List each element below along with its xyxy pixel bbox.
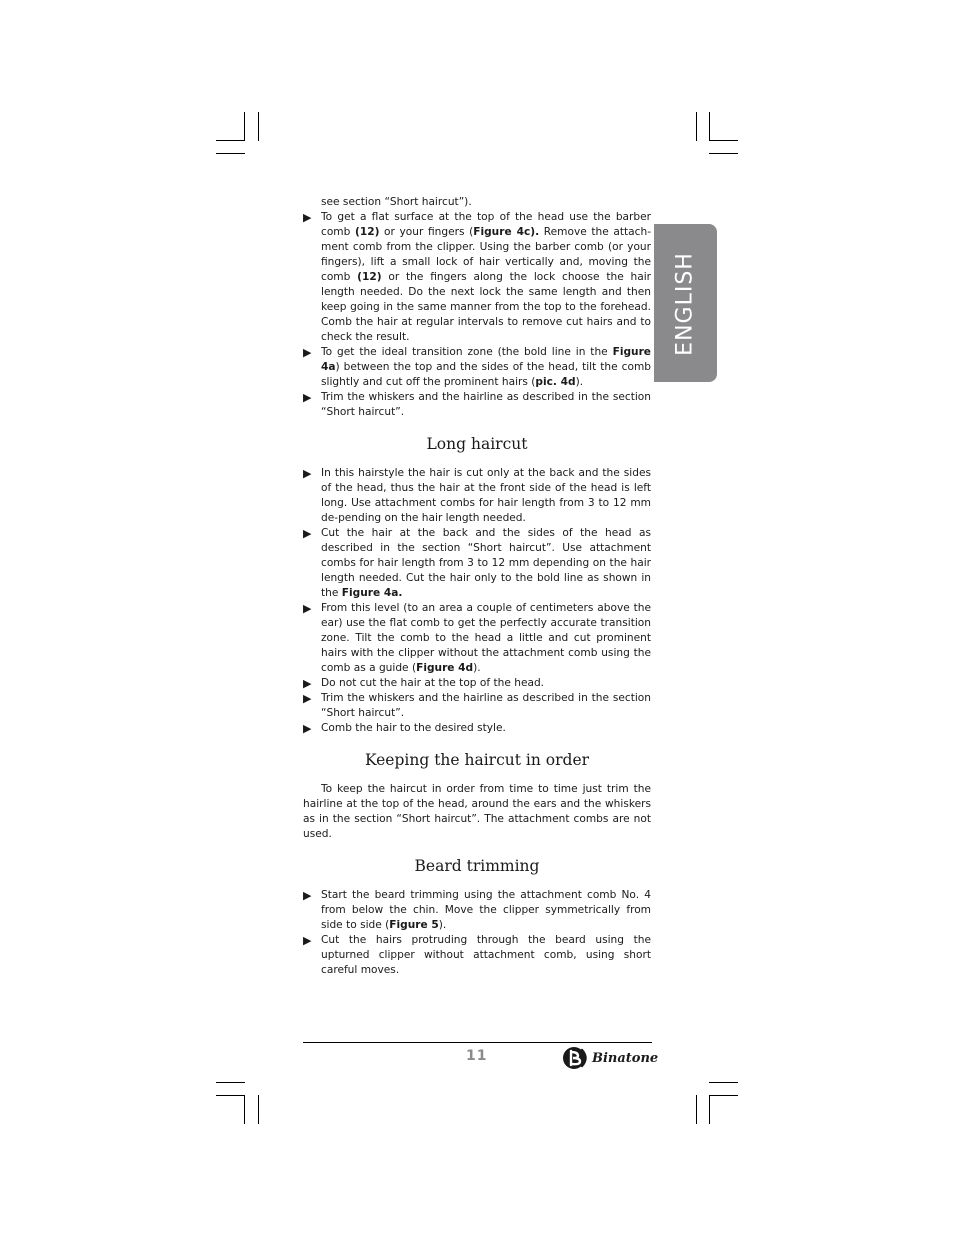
crop-mark bbox=[709, 1082, 738, 1083]
list-item bbox=[303, 345, 651, 390]
text-run: ) between the top and the sides of the head, tilt the comb slightly and cut off the prominent hairs ( bbox=[321, 361, 651, 388]
crop-mark bbox=[244, 1095, 245, 1124]
crop-mark bbox=[709, 153, 738, 154]
bullet-arrow-icon: ▶ bbox=[303, 211, 312, 224]
footer-divider bbox=[303, 1042, 652, 1043]
list-item bbox=[303, 210, 651, 345]
section-title-beard-trimming: Beard trimming bbox=[414, 857, 540, 875]
crop-mark bbox=[244, 112, 245, 141]
crop-mark bbox=[258, 1095, 259, 1124]
language-tab bbox=[654, 224, 717, 382]
bullet-arrow-icon: ▶ bbox=[303, 692, 312, 705]
bold-run: pic. 4d bbox=[535, 376, 576, 388]
text-run: ). bbox=[575, 376, 584, 388]
bold-run: Figure 4a bbox=[321, 346, 651, 373]
keeping-paragraph: To keep the haircut in order from time to time just trim the hairline at the top of the head, around the ears and the whiskers as in the section “Short haircut”. The attachment combs are not used. bbox=[303, 783, 651, 840]
text-run: To get the ideal transition zone (the bold line in the bbox=[321, 346, 613, 358]
page-number: 11 bbox=[466, 1048, 488, 1064]
crop-mark bbox=[216, 140, 245, 141]
text-run: or the fingers along the lock choose the hair length needed. Do the next lock the same length and then keep going in the same manner from the top to the forehead. Comb the hair at regular intervals to remove cut hairs and to check the result. bbox=[321, 271, 652, 343]
bold-run: (12) bbox=[354, 226, 380, 238]
bold-run: Figure 4d bbox=[416, 662, 474, 674]
bold-run: Figure 4a. bbox=[341, 587, 403, 599]
brand-name: Binatone bbox=[592, 1050, 659, 1066]
text-run: Cut the hairs protruding through the beard using the upturned clipper without attachment comb, using short careful moves. bbox=[321, 934, 651, 976]
text-run: Remove the attach-ment comb from the clipper. Using the barber comb (or your fingers), lift a small lock of hair vertically and, moving the comb bbox=[321, 226, 652, 283]
binatone-logo-icon bbox=[562, 1046, 590, 1070]
text-run: Do not cut the hair at the top of the head. bbox=[321, 677, 545, 689]
text-run: From this level (to an area a couple of centimeters above the ear) use the flat comb to get the perfectly accurate transition zone. Tilt the comb to the head a little and cut prominent hairs with the clipper without the attachment comb using the comb as a guide ( bbox=[321, 602, 651, 674]
text-run: Cut the hair at the back and the sides of the head as described in the section “Short haircut”. Use attachment combs for hair length from 3 to 12 mm depending on the hair length needed. Cut the hair only to the bold line as shown in the bbox=[321, 527, 651, 599]
bullet-arrow-icon: ▶ bbox=[303, 602, 312, 615]
text-run: In this hairstyle the hair is cut only at the back and the sides of the head, thus the hair at the front side of the head is left long. Use attachment combs for hair length from 3 to 12 mm de-pending on the hair length needed. bbox=[321, 467, 651, 524]
crop-mark bbox=[216, 153, 245, 154]
text-run: ). bbox=[438, 919, 447, 931]
list-item bbox=[303, 676, 651, 691]
text-run: To get a flat surface at the top of the head use the barber comb bbox=[321, 211, 651, 238]
list-item bbox=[303, 691, 651, 721]
crop-mark bbox=[709, 140, 738, 141]
list-item bbox=[303, 601, 651, 676]
crop-mark bbox=[216, 1082, 245, 1083]
crop-mark bbox=[709, 112, 710, 141]
crop-mark bbox=[216, 1095, 245, 1096]
text-run: Trim the whiskers and the hairline as described in the section “Short haircut”. bbox=[321, 692, 651, 719]
crop-mark bbox=[709, 1095, 738, 1096]
bullet-arrow-icon: ▶ bbox=[303, 346, 312, 359]
brand-logo bbox=[562, 1046, 658, 1070]
bullet-arrow-icon: ▶ bbox=[303, 391, 312, 404]
bold-run: Figure 4c). bbox=[473, 226, 540, 238]
crop-mark bbox=[696, 1095, 697, 1124]
list-item bbox=[303, 466, 651, 526]
crop-mark bbox=[258, 112, 259, 141]
text-run: Trim the whiskers and the hairline as described in the section “Short haircut”. bbox=[321, 391, 651, 418]
bullet-arrow-icon: ▶ bbox=[303, 677, 312, 690]
list-item bbox=[303, 390, 651, 420]
list-item bbox=[303, 721, 651, 736]
language-tab-label: ENGLISH bbox=[672, 252, 698, 356]
crop-mark bbox=[709, 1095, 710, 1124]
bullet-arrow-icon: ▶ bbox=[303, 934, 312, 947]
list-item bbox=[303, 526, 651, 601]
list-item bbox=[303, 888, 651, 933]
bold-run: (12) bbox=[357, 271, 382, 283]
bullet-arrow-icon: ▶ bbox=[303, 527, 312, 540]
section-title-long-haircut: Long haircut bbox=[426, 435, 528, 453]
text-run: Comb the hair to the desired style. bbox=[321, 722, 506, 734]
bullet-arrow-icon: ▶ bbox=[303, 722, 312, 735]
text-run: ). bbox=[473, 662, 481, 674]
section-title-keeping-haircut: Keeping the haircut in order bbox=[364, 751, 590, 769]
text-run: or your fingers ( bbox=[379, 226, 474, 238]
main-content bbox=[303, 195, 651, 978]
list-item bbox=[303, 933, 651, 978]
continuation-text: see section “Short haircut”). bbox=[321, 196, 472, 208]
bold-run: Figure 5 bbox=[389, 919, 439, 931]
bullet-arrow-icon: ▶ bbox=[303, 889, 312, 902]
crop-mark bbox=[696, 112, 697, 141]
text-run: Start the beard trimming using the attachment comb No. 4 from below the chin. Move the clipper symmetrically from side to side ( bbox=[321, 889, 651, 931]
bullet-arrow-icon: ▶ bbox=[303, 467, 312, 480]
